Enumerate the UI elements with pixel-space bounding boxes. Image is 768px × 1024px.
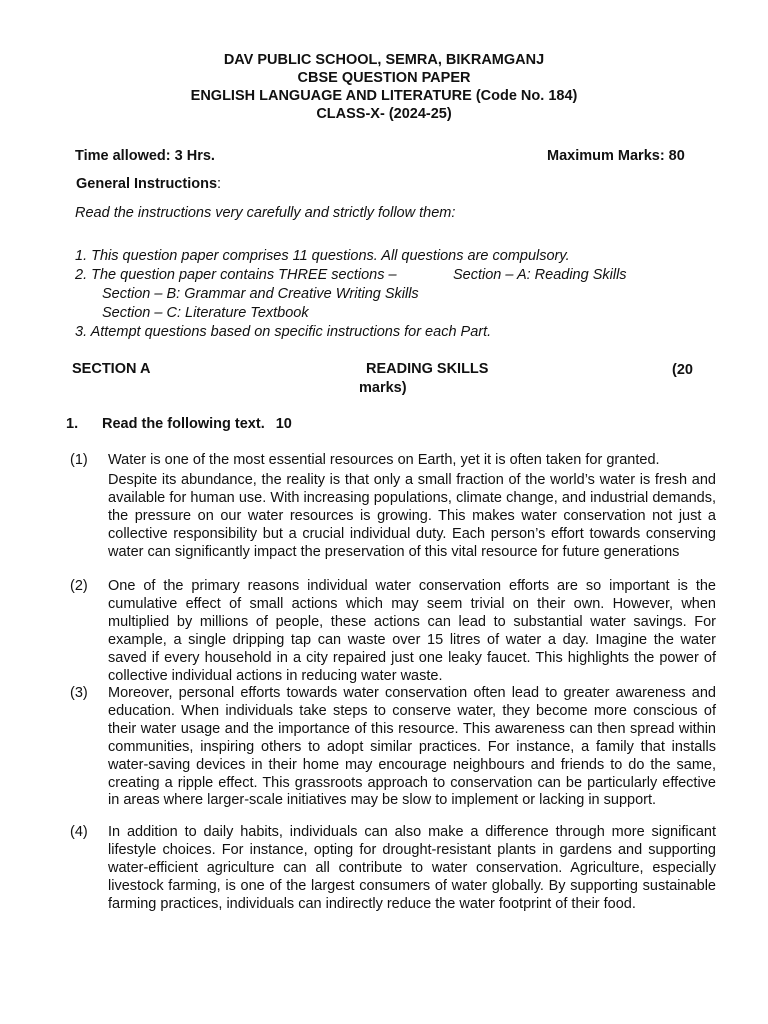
instructions-heading-text: General Instructions bbox=[76, 176, 218, 192]
paragraph-2-text: One of the primary reasons individual water conservation efforts are so important is the cumulative effect of small actions which may seem trivial on their own. However, when multiplied by millions of people, these actions can lead to substantial water savings. For example, a single dripping tap can waste over 15 litres of water a day. Imagine the water saved if every household in a city repaired just one leaky faucet. This highlights the power of collective individual actions in reducing water waste. bbox=[108, 578, 716, 684]
question-1-number: 1. bbox=[66, 416, 79, 432]
subject-title: ENGLISH LANGUAGE AND LITERATURE (Code No. 184) bbox=[190, 88, 578, 104]
section-a-label: SECTION A bbox=[72, 361, 151, 377]
class-title: CLASS-X- (2024-25) bbox=[316, 106, 452, 122]
instructions-intro: Read the instructions very carefully and strictly follow them: bbox=[75, 205, 456, 221]
question-1-prompt-text: Read the following text. bbox=[102, 416, 265, 432]
paper-type: CBSE QUESTION PAPER bbox=[297, 70, 471, 86]
instruction-item-2: 2. The question paper contains THREE sections – bbox=[75, 267, 397, 283]
general-instructions-heading bbox=[76, 176, 221, 192]
time-allowed: Time allowed: 3 Hrs. bbox=[75, 148, 215, 164]
instruction-item-1: 1. This question paper comprises 11 questions. All questions are compulsory. bbox=[75, 248, 570, 264]
school-name: DAV PUBLIC SCHOOL, SEMRA, BIKRAMGANJ bbox=[223, 52, 545, 68]
paragraph-1-number: (1) bbox=[70, 452, 88, 468]
instructions-heading-colon: : bbox=[217, 176, 222, 192]
section-a-title: READING SKILLS bbox=[366, 361, 489, 377]
paragraph-1-first-line: Water is one of the most essential resources on Earth, yet it is often taken for granted. bbox=[108, 452, 660, 468]
section-a-marks-open: (20 bbox=[672, 362, 693, 378]
instruction-section-a: Section – A: Reading Skills bbox=[453, 267, 627, 283]
paragraph-4-number: (4) bbox=[70, 824, 88, 840]
instruction-section-c: Section – C: Literature Textbook bbox=[102, 305, 309, 321]
paragraph-3-number: (3) bbox=[70, 685, 88, 701]
maximum-marks: Maximum Marks: 80 bbox=[547, 148, 685, 164]
section-a-marks-close: marks) bbox=[359, 380, 407, 396]
question-1-marks: 10 bbox=[275, 416, 292, 432]
instruction-section-b: Section – B: Grammar and Creative Writing Skills bbox=[102, 286, 419, 302]
question-1-prompt bbox=[102, 416, 292, 432]
paragraph-2-number: (2) bbox=[70, 578, 88, 594]
paragraph-1-text: Despite its abundance, the reality is that only a small fraction of the world’s water is fresh and available for human use. With increasing populations, climate change, and industrial demands, the pressure on our water resources is growing. This makes water conservation not just a collective responsibility but a crucial individual duty. Each person’s effort towards conserving water can significantly impact the preservation of this vital resource for future generations bbox=[108, 472, 716, 560]
instruction-item-3: 3. Attempt questions based on specific instructions for each Part. bbox=[75, 324, 492, 340]
paragraph-4-text: In addition to daily habits, individuals can also make a difference through more significant lifestyle choices. For instance, opting for drought-resistant plants in gardens and supporting water-efficient agriculture can all contribute to water conservation. Agriculture, especially livestock farming, is one of the largest consumers of water globally. By supporting sustainable farming practices, individuals can indirectly reduce the water footprint of their food. bbox=[108, 824, 716, 912]
paragraph-3-text: Moreover, personal efforts towards water conservation often lead to greater awareness and education. When individuals take steps to conserve water, they become more conscious of their water usage and the importance of this resource. This awareness can then spread within communities, inspiring others to adopt similar practices. For instance, a family that installs water-saving devices in their home may encourage neighbours and friends to do the same, creating a ripple effect. This grassroots approach to conservation can be particularly effective in areas where larger-scale initiatives may be slow to implement or lacking in support. bbox=[108, 685, 716, 809]
